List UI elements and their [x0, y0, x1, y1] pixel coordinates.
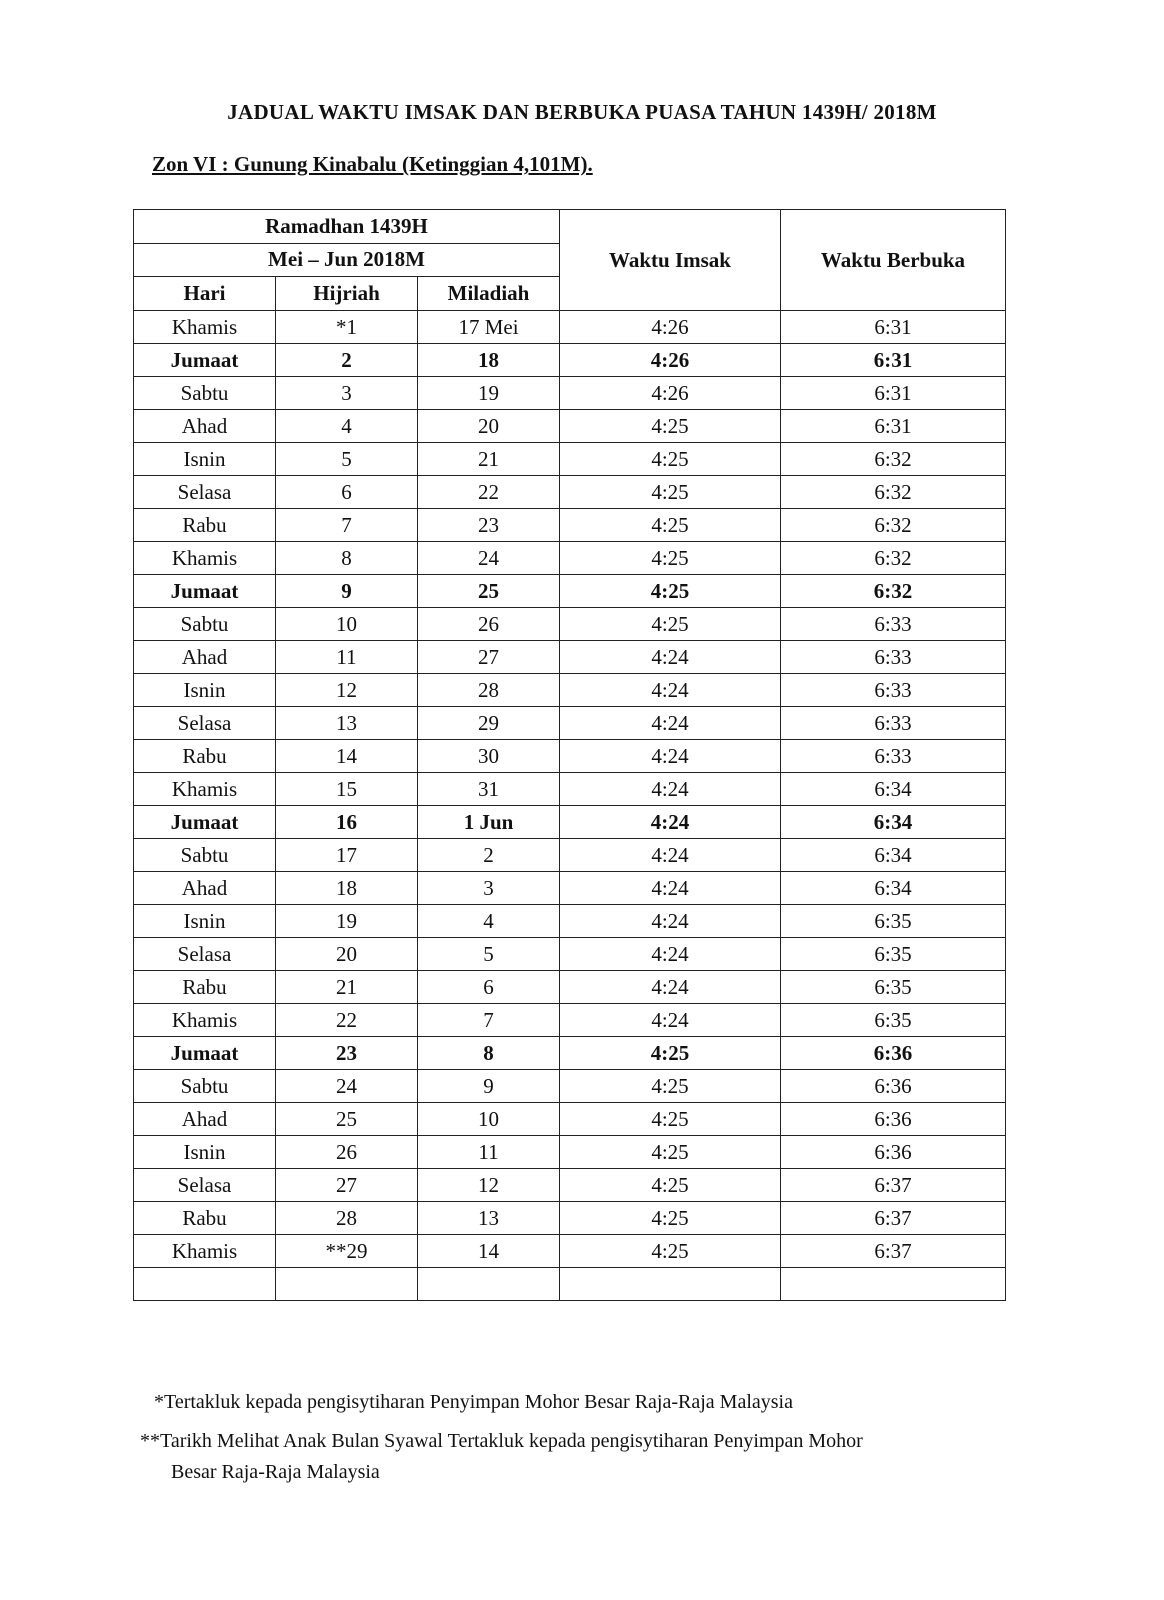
cell-miladiah: 17 Mei	[418, 311, 560, 344]
cell-hijriah: 25	[276, 1103, 418, 1136]
table-row	[134, 806, 1006, 839]
cell-miladiah: 22	[418, 476, 560, 509]
cell-berbuka: 6:36	[781, 1103, 1006, 1136]
cell-berbuka: 6:31	[781, 377, 1006, 410]
table-row	[134, 410, 1006, 443]
table-row	[134, 608, 1006, 641]
cell-miladiah: 24	[418, 542, 560, 575]
table-row	[134, 1202, 1006, 1235]
cell-hijriah: *1	[276, 311, 418, 344]
table-row	[134, 905, 1006, 938]
footnote-1: *Tertakluk kepada pengisytiharan Penyimpan Mohor Besar Raja-Raja Malaysia	[154, 1391, 793, 1413]
cell-hari: Jumaat	[134, 344, 276, 377]
cell-imsak: 4:25	[560, 608, 781, 641]
cell-hijriah: 9	[276, 575, 418, 608]
table-row	[134, 476, 1006, 509]
cell-berbuka: 6:37	[781, 1169, 1006, 1202]
footnote-2: **Tarikh Melihat Anak Bulan Syawal Tertakluk kepada pengisytiharan Penyimpan Mohor	[140, 1430, 863, 1452]
cell-berbuka: 6:33	[781, 674, 1006, 707]
cell-hijriah: 15	[276, 773, 418, 806]
cell-hijriah: 23	[276, 1037, 418, 1070]
table-row	[134, 1103, 1006, 1136]
cell-hari: Ahad	[134, 641, 276, 674]
cell-hijriah: 12	[276, 674, 418, 707]
cell-berbuka: 6:36	[781, 1070, 1006, 1103]
cell-hijriah: 2	[276, 344, 418, 377]
cell-miladiah: 28	[418, 674, 560, 707]
table-row	[134, 542, 1006, 575]
footnotes	[140, 1387, 1020, 1488]
table-row	[134, 1070, 1006, 1103]
table-row	[134, 1136, 1006, 1169]
cell-imsak: 4:24	[560, 641, 781, 674]
table-row	[134, 1004, 1006, 1037]
cell-berbuka: 6:36	[781, 1037, 1006, 1070]
cell-berbuka: 6:34	[781, 806, 1006, 839]
table-body	[134, 311, 1006, 1301]
cell-hijriah: 17	[276, 839, 418, 872]
cell-berbuka: 6:32	[781, 476, 1006, 509]
table-row	[134, 1169, 1006, 1202]
table-row	[134, 872, 1006, 905]
cell-berbuka: 6:36	[781, 1136, 1006, 1169]
header-hijriah: Hijriah	[276, 277, 418, 311]
cell-imsak: 4:25	[560, 575, 781, 608]
zone-subtitle: Zon VI : Gunung Kinabalu (Ketinggian 4,101M).	[152, 152, 593, 176]
table-row	[134, 377, 1006, 410]
cell-imsak: 4:25	[560, 410, 781, 443]
cell-berbuka: 6:33	[781, 707, 1006, 740]
cell-miladiah: 27	[418, 641, 560, 674]
cell-miladiah: 20	[418, 410, 560, 443]
header-imsak: Waktu Imsak	[560, 210, 781, 311]
cell-berbuka: 6:33	[781, 740, 1006, 773]
cell-hari: Khamis	[134, 773, 276, 806]
cell-hari: Ahad	[134, 1103, 276, 1136]
cell-miladiah: 30	[418, 740, 560, 773]
cell-miladiah: 11	[418, 1136, 560, 1169]
cell-berbuka: 6:32	[781, 509, 1006, 542]
cell-miladiah: 9	[418, 1070, 560, 1103]
cell-imsak: 4:24	[560, 806, 781, 839]
table-row	[134, 443, 1006, 476]
cell-hari: Khamis	[134, 1235, 276, 1268]
cell-imsak: 4:26	[560, 377, 781, 410]
cell-imsak: 4:24	[560, 707, 781, 740]
header-miladiah: Miladiah	[418, 277, 560, 311]
cell-hijriah: 7	[276, 509, 418, 542]
table-row	[134, 311, 1006, 344]
header-hari: Hari	[134, 277, 276, 311]
cell-hijriah: 8	[276, 542, 418, 575]
cell-berbuka: 6:37	[781, 1235, 1006, 1268]
header-ramadhan: Ramadhan 1439H	[134, 210, 560, 244]
cell-miladiah: 10	[418, 1103, 560, 1136]
cell-hijriah: **29	[276, 1235, 418, 1268]
table-row	[134, 674, 1006, 707]
cell-hijriah: 21	[276, 971, 418, 1004]
cell-imsak: 4:25	[560, 1136, 781, 1169]
cell-hari: Khamis	[134, 311, 276, 344]
cell-berbuka: 6:32	[781, 443, 1006, 476]
cell-imsak: 4:25	[560, 1037, 781, 1070]
cell-imsak	[560, 1268, 781, 1301]
table-row	[134, 641, 1006, 674]
cell-hari: Selasa	[134, 938, 276, 971]
cell-imsak: 4:24	[560, 971, 781, 1004]
cell-hari: Ahad	[134, 410, 276, 443]
cell-miladiah: 14	[418, 1235, 560, 1268]
cell-hijriah: 13	[276, 707, 418, 740]
cell-hari: Khamis	[134, 542, 276, 575]
cell-miladiah: 26	[418, 608, 560, 641]
table-row	[134, 971, 1006, 1004]
table-row	[134, 344, 1006, 377]
cell-hari: Sabtu	[134, 1070, 276, 1103]
cell-berbuka: 6:34	[781, 773, 1006, 806]
cell-miladiah: 13	[418, 1202, 560, 1235]
cell-hari: Rabu	[134, 740, 276, 773]
cell-berbuka: 6:37	[781, 1202, 1006, 1235]
cell-imsak: 4:25	[560, 1235, 781, 1268]
cell-miladiah	[418, 1268, 560, 1301]
cell-berbuka: 6:35	[781, 905, 1006, 938]
cell-hari: Ahad	[134, 872, 276, 905]
cell-berbuka: 6:31	[781, 410, 1006, 443]
cell-berbuka: 6:32	[781, 575, 1006, 608]
table-row	[134, 509, 1006, 542]
cell-berbuka	[781, 1268, 1006, 1301]
cell-hari: Jumaat	[134, 1037, 276, 1070]
cell-hijriah	[276, 1268, 418, 1301]
cell-hijriah: 5	[276, 443, 418, 476]
table-row	[134, 938, 1006, 971]
cell-hari: Sabtu	[134, 608, 276, 641]
cell-hijriah: 26	[276, 1136, 418, 1169]
cell-imsak: 4:24	[560, 872, 781, 905]
cell-miladiah: 31	[418, 773, 560, 806]
cell-imsak: 4:24	[560, 938, 781, 971]
cell-hijriah: 27	[276, 1169, 418, 1202]
cell-imsak: 4:24	[560, 773, 781, 806]
table-row	[134, 575, 1006, 608]
cell-berbuka: 6:33	[781, 608, 1006, 641]
cell-hari: Jumaat	[134, 806, 276, 839]
table-row	[134, 1235, 1006, 1268]
cell-imsak: 4:25	[560, 1103, 781, 1136]
table-row	[134, 1268, 1006, 1301]
cell-hari: Rabu	[134, 509, 276, 542]
cell-hari: Isnin	[134, 1136, 276, 1169]
cell-hari: Selasa	[134, 476, 276, 509]
cell-imsak: 4:25	[560, 542, 781, 575]
cell-imsak: 4:25	[560, 476, 781, 509]
cell-imsak: 4:25	[560, 1202, 781, 1235]
cell-hari: Sabtu	[134, 839, 276, 872]
cell-hijriah: 14	[276, 740, 418, 773]
cell-imsak: 4:24	[560, 674, 781, 707]
cell-imsak: 4:25	[560, 509, 781, 542]
cell-imsak: 4:24	[560, 839, 781, 872]
cell-berbuka: 6:33	[781, 641, 1006, 674]
cell-hari: Rabu	[134, 971, 276, 1004]
cell-imsak: 4:26	[560, 344, 781, 377]
cell-miladiah: 3	[418, 872, 560, 905]
cell-miladiah: 5	[418, 938, 560, 971]
cell-berbuka: 6:35	[781, 1004, 1006, 1037]
cell-imsak: 4:25	[560, 443, 781, 476]
cell-berbuka: 6:34	[781, 839, 1006, 872]
cell-berbuka: 6:34	[781, 872, 1006, 905]
cell-miladiah: 29	[418, 707, 560, 740]
document-title: JADUAL WAKTU IMSAK DAN BERBUKA PUASA TAHUN 1439H/ 2018M	[227, 100, 937, 124]
cell-hijriah: 24	[276, 1070, 418, 1103]
cell-hijriah: 3	[276, 377, 418, 410]
cell-hijriah: 20	[276, 938, 418, 971]
cell-hari: Sabtu	[134, 377, 276, 410]
cell-berbuka: 6:31	[781, 311, 1006, 344]
cell-imsak: 4:24	[560, 740, 781, 773]
table-row	[134, 1037, 1006, 1070]
cell-miladiah: 7	[418, 1004, 560, 1037]
cell-miladiah: 23	[418, 509, 560, 542]
cell-miladiah: 25	[418, 575, 560, 608]
cell-miladiah: 8	[418, 1037, 560, 1070]
cell-berbuka: 6:31	[781, 344, 1006, 377]
table-row	[134, 707, 1006, 740]
cell-miladiah: 6	[418, 971, 560, 1004]
header-berbuka: Waktu Berbuka	[781, 210, 1006, 311]
cell-hari: Selasa	[134, 707, 276, 740]
cell-hari: Rabu	[134, 1202, 276, 1235]
cell-miladiah: 4	[418, 905, 560, 938]
cell-hijriah: 22	[276, 1004, 418, 1037]
cell-imsak: 4:25	[560, 1070, 781, 1103]
cell-miladiah: 2	[418, 839, 560, 872]
cell-hijriah: 6	[276, 476, 418, 509]
cell-imsak: 4:25	[560, 1169, 781, 1202]
cell-miladiah: 19	[418, 377, 560, 410]
cell-hijriah: 16	[276, 806, 418, 839]
cell-hari: Isnin	[134, 674, 276, 707]
cell-imsak: 4:24	[560, 1004, 781, 1037]
cell-imsak: 4:24	[560, 905, 781, 938]
cell-hari: Khamis	[134, 1004, 276, 1037]
cell-berbuka: 6:35	[781, 971, 1006, 1004]
cell-berbuka: 6:35	[781, 938, 1006, 971]
table-row	[134, 740, 1006, 773]
table-header	[134, 210, 1006, 311]
footnote-2-continued: Besar Raja-Raja Malaysia	[171, 1461, 380, 1483]
cell-hijriah: 4	[276, 410, 418, 443]
cell-hari: Selasa	[134, 1169, 276, 1202]
table-row	[134, 773, 1006, 806]
cell-hari: Isnin	[134, 905, 276, 938]
table-row	[134, 839, 1006, 872]
cell-hijriah: 19	[276, 905, 418, 938]
cell-hijriah: 11	[276, 641, 418, 674]
cell-hijriah: 28	[276, 1202, 418, 1235]
cell-hari: Isnin	[134, 443, 276, 476]
header-month-range: Mei – Jun 2018M	[134, 243, 560, 277]
cell-hijriah: 10	[276, 608, 418, 641]
cell-miladiah: 12	[418, 1169, 560, 1202]
cell-hari	[134, 1268, 276, 1301]
cell-miladiah: 1 Jun	[418, 806, 560, 839]
cell-miladiah: 21	[418, 443, 560, 476]
cell-imsak: 4:26	[560, 311, 781, 344]
cell-hari: Jumaat	[134, 575, 276, 608]
schedule-table	[133, 209, 1006, 1301]
cell-miladiah: 18	[418, 344, 560, 377]
cell-berbuka: 6:32	[781, 542, 1006, 575]
cell-hijriah: 18	[276, 872, 418, 905]
